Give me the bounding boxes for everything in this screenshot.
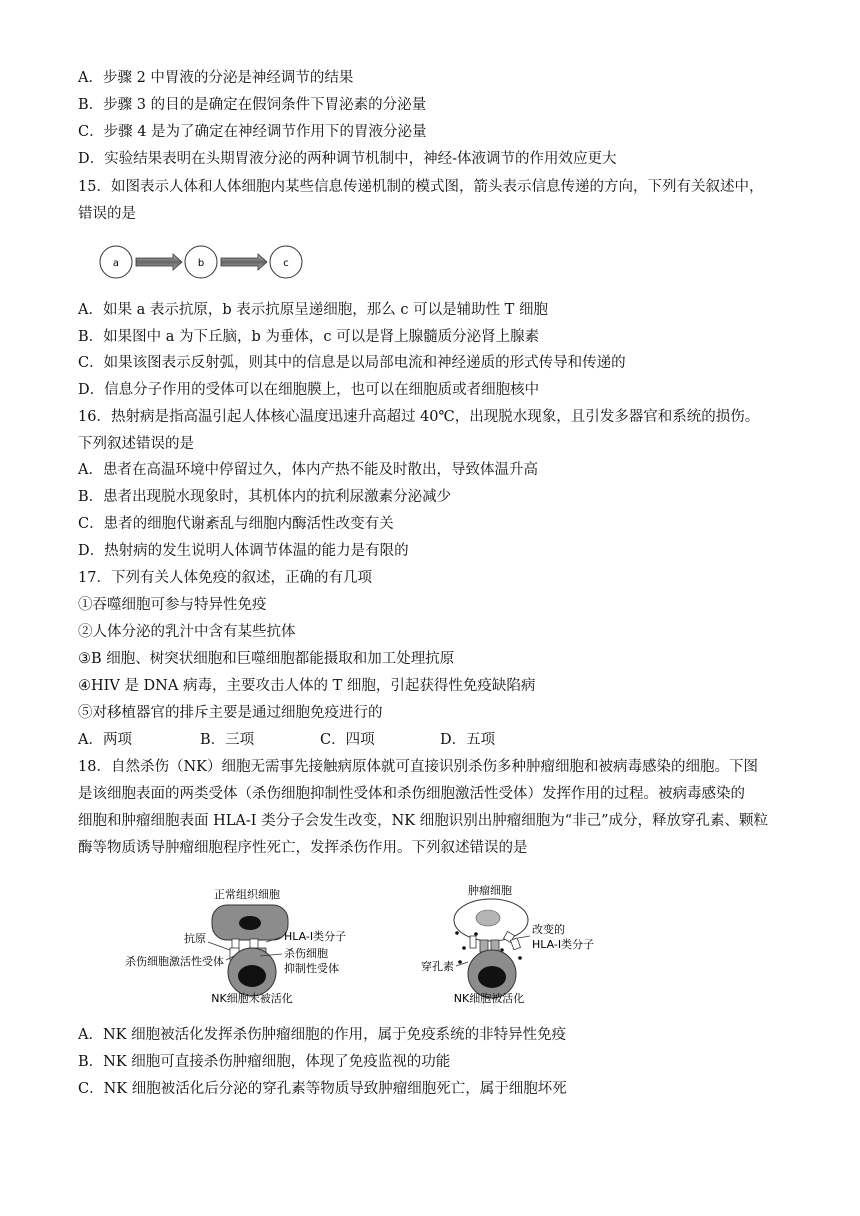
- nk-inactive-caption: NK细胞未被活化: [211, 992, 293, 1005]
- q17-statement-1: ①吞噬细胞可参与特异性免疫: [78, 597, 267, 613]
- node-c-label: c: [283, 258, 289, 269]
- q18-stem-line1: 18．自然杀伤（NK）细胞无需事先接触病原体就可直接识别杀伤多种肿瘤细胞和被病毒感染的细胞。下图: [78, 759, 758, 775]
- q15-option-c: C．如果该图表示反射弧，则其中的信息是以局部电流和神经递质的形式传导和传递的: [78, 355, 626, 371]
- q14-option-b: B．步骤 3 的目的是确定在假饲条件下胃泌素的分泌量: [78, 97, 427, 113]
- nk-cell-active-nucleus: [478, 966, 506, 988]
- q14-option-d: D．实验结果表明在头期胃液分泌的两种调节机制中，神经-体液调节的作用效应更大: [78, 151, 617, 167]
- changed-hla-label-2: HLA-Ⅰ类分子: [532, 938, 595, 951]
- antigen-label: 抗原: [184, 932, 206, 945]
- q18-option-a: A．NK 细胞被活化发挥杀伤肿瘤细胞的作用，属于免疫系统的非特异性免疫: [78, 1027, 567, 1043]
- q15-option-b: B．如果图中 a 为下丘脑，b 为垂体，c 可以是肾上腺髓质分泌肾上腺素: [78, 329, 540, 345]
- q18-stem-line3: 细胞和肿瘤细胞表面 HLA-I 类分子会发生改变，NK 细胞识别出肿瘤细胞为“非己”成分，释放穿孔素、颗粒: [78, 813, 769, 829]
- nk-active-caption: NK细胞被活化: [453, 992, 525, 1005]
- q15-stem-line1: 15．如图表示人体和人体细胞内某些信息传递机制的模式图，箭头表示信息传递的方向，下列有关叙述中，: [78, 179, 764, 195]
- q18-option-b: B．NK 细胞可直接杀伤肿瘤细胞，体现了免疫监视的功能: [78, 1054, 451, 1070]
- node-b-label: b: [197, 258, 205, 269]
- q18-stem-line2: 是该细胞表面的两类受体（杀伤细胞抑制性受体和杀伤细胞激活性受体）发挥作用的过程。被病毒感染的: [78, 786, 745, 802]
- q17-options: [78, 730, 495, 750]
- q16-stem-line2: 下列叙述错误的是: [78, 436, 194, 452]
- tumor-cell-label: 肿瘤细胞: [468, 884, 512, 897]
- q15-option-d: D．信息分子作用的受体可以在细胞膜上，也可以在细胞质或者细胞核中: [78, 382, 540, 398]
- q17-stem: 17．下列有关人体免疫的叙述，正确的有几项: [78, 570, 372, 586]
- q18-option-c: C．NK 细胞被活化后分泌的穿孔素等物质导致肿瘤细胞死亡，属于细胞坏死: [78, 1081, 567, 1097]
- node-c: [270, 246, 302, 278]
- perforin-label: 穿孔素: [421, 960, 454, 973]
- normal-cell-label: 正常组织细胞: [214, 888, 280, 901]
- activating-receptor-label: 杀伤细胞激活性受体: [125, 955, 224, 968]
- nk-cell-figure: [100, 876, 630, 1011]
- q17-option-d: D．五项: [440, 732, 496, 748]
- q16-option-c: C．患者的细胞代谢紊乱与细胞内酶活性改变有关: [78, 516, 394, 532]
- q15-stem-line2: 错误的是: [78, 206, 136, 222]
- changed-hla-label-1: 改变的: [532, 923, 565, 936]
- q15-option-a: A．如果 a 表示抗原，b 表示抗原呈递细胞，那么 c 可以是辅助性 T 细胞: [78, 302, 548, 318]
- q17-option-a: A．两项: [78, 732, 132, 748]
- q17-statement-3: ③B 细胞、树突状细胞和巨噬细胞都能摄取和加工处理抗原: [78, 651, 455, 667]
- q14-option-c: C．步骤 4 是为了确定在神经调节作用下的胃液分泌量: [78, 124, 427, 140]
- q18-stem-line4: 酶等物质诱导肿瘤细胞程序性死亡，发挥杀伤作用。下列叙述错误的是: [78, 840, 528, 856]
- node-a-label: a: [112, 258, 120, 269]
- panel-nk-inactive: [125, 887, 346, 1005]
- q17-option-c: C．四项: [320, 732, 375, 748]
- q16-option-d: D．热射病的发生说明人体调节体温的能力是有限的: [78, 543, 409, 559]
- q17-statement-5: ⑤对移植器官的排斥主要是通过细胞免疫进行的: [78, 705, 383, 721]
- q17-statement-2: ②人体分泌的乳汁中含有某些抗体: [78, 624, 296, 640]
- panel-nk-active: [421, 884, 594, 1005]
- arrow-a-b: [136, 254, 182, 270]
- q17-statement-4: ④HIV 是 DNA 病毒，主要攻击人体的 T 细胞，引起获得性免疫缺陷病: [78, 678, 536, 694]
- q15-diagram: [95, 241, 310, 283]
- nk-cell-nucleus: [238, 965, 266, 987]
- q16-option-a: A．患者在高温环境中停留过久，体内产热不能及时散出，导致体温升高: [78, 462, 538, 478]
- inhibitory-receptor-label-1: 杀伤细胞: [284, 947, 328, 960]
- node-b: [185, 246, 217, 278]
- arrow-b-c: [221, 254, 267, 270]
- q16-option-b: B．患者出现脱水现象时，其机体内的抗利尿激素分泌减少: [78, 489, 452, 505]
- inhibitory-receptor-label-2: 抑制性受体: [284, 962, 339, 975]
- q17-option-b: B．三项: [200, 732, 255, 748]
- node-a: [100, 246, 132, 278]
- q14-option-a: A．步骤 2 中胃液的分泌是神经调节的结果: [78, 70, 354, 86]
- tumor-cell-nucleus: [476, 910, 500, 926]
- normal-cell-nucleus: [239, 916, 261, 930]
- hla-label: HLA-Ⅰ类分子: [284, 930, 347, 943]
- q16-stem-line1: 16．热射病是指高温引起人体核心温度迅速升高超过 40℃，出现脱水现象，且引发多器官和系统的损伤。: [78, 409, 760, 425]
